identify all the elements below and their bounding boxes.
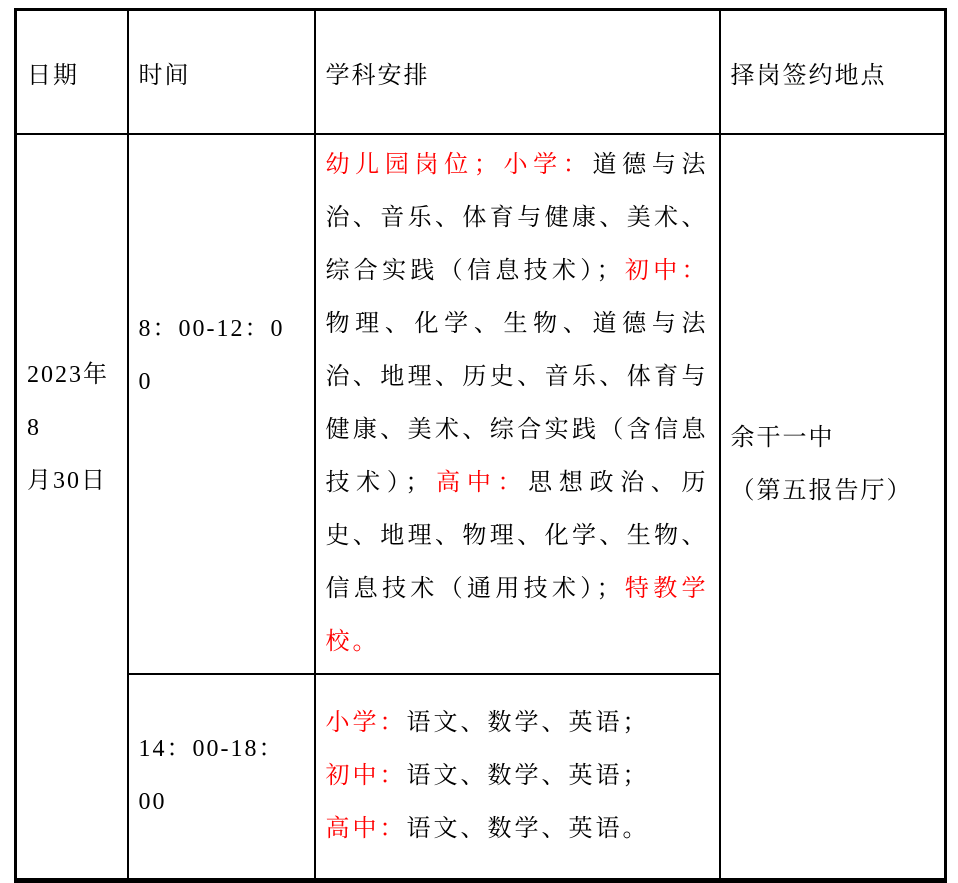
afternoon-time-cell bbox=[128, 674, 315, 880]
morning-subjects-cell bbox=[315, 134, 720, 674]
header-location: 择岗签约地点 bbox=[720, 10, 946, 135]
text-line: 月30日 bbox=[27, 467, 107, 494]
morning-row bbox=[16, 134, 946, 674]
header-date: 日期 bbox=[16, 10, 128, 135]
location-cell bbox=[720, 134, 946, 880]
text-segment: 语文、数学、英语； bbox=[406, 762, 650, 789]
highlighted-text-segment: 初中： bbox=[623, 258, 709, 284]
highlighted-text-segment: 高中： bbox=[432, 470, 529, 496]
rich-text-line bbox=[326, 139, 709, 669]
highlighted-text-segment: 幼儿园岗位；小学： bbox=[325, 152, 593, 178]
text-line: （第五报告厅） bbox=[730, 478, 913, 505]
text-line: 00 bbox=[138, 789, 167, 816]
text-segment: 语文、数学、英语。 bbox=[406, 815, 650, 842]
text-line: 8：00-12：0 bbox=[138, 316, 285, 342]
text-segment: 道德与法治、音乐、体育与健康、美术、综合实践（信息技术）； bbox=[325, 152, 709, 284]
header-subjects: 学科安排 bbox=[315, 10, 720, 135]
rich-text-line bbox=[326, 697, 709, 750]
text-segment: 语文、数学、英语； bbox=[406, 709, 650, 736]
rich-text-line bbox=[326, 750, 709, 803]
highlighted-text-segment: 特教学校。 bbox=[325, 576, 709, 655]
text-line: 2023年 bbox=[27, 361, 109, 388]
text-line: 余干一中 bbox=[730, 425, 835, 452]
afternoon-subjects-cell bbox=[315, 674, 720, 880]
highlighted-text-segment: 初中： bbox=[325, 762, 407, 789]
text-line: 8 bbox=[27, 414, 41, 441]
text-line: 0 bbox=[138, 369, 153, 395]
date-cell bbox=[16, 134, 128, 880]
rich-text-line bbox=[326, 803, 709, 856]
highlighted-text-segment: 高中： bbox=[325, 815, 407, 842]
text-segment: 物理、化学、生物、道德与法治、地理、历史、音乐、体育与健康、美术、综合实践（含信息技术）； bbox=[325, 311, 709, 496]
highlighted-text-segment: 小学： bbox=[325, 709, 407, 736]
header-row bbox=[16, 10, 946, 135]
morning-time-cell bbox=[128, 134, 315, 674]
schedule-table bbox=[14, 8, 947, 883]
text-line: 14：00-18： bbox=[138, 736, 285, 763]
text-segment: 思想政治、历史、地理、物理、化学、生物、信息技术（通用技术）； bbox=[325, 470, 709, 602]
header-time: 时间 bbox=[128, 10, 315, 135]
